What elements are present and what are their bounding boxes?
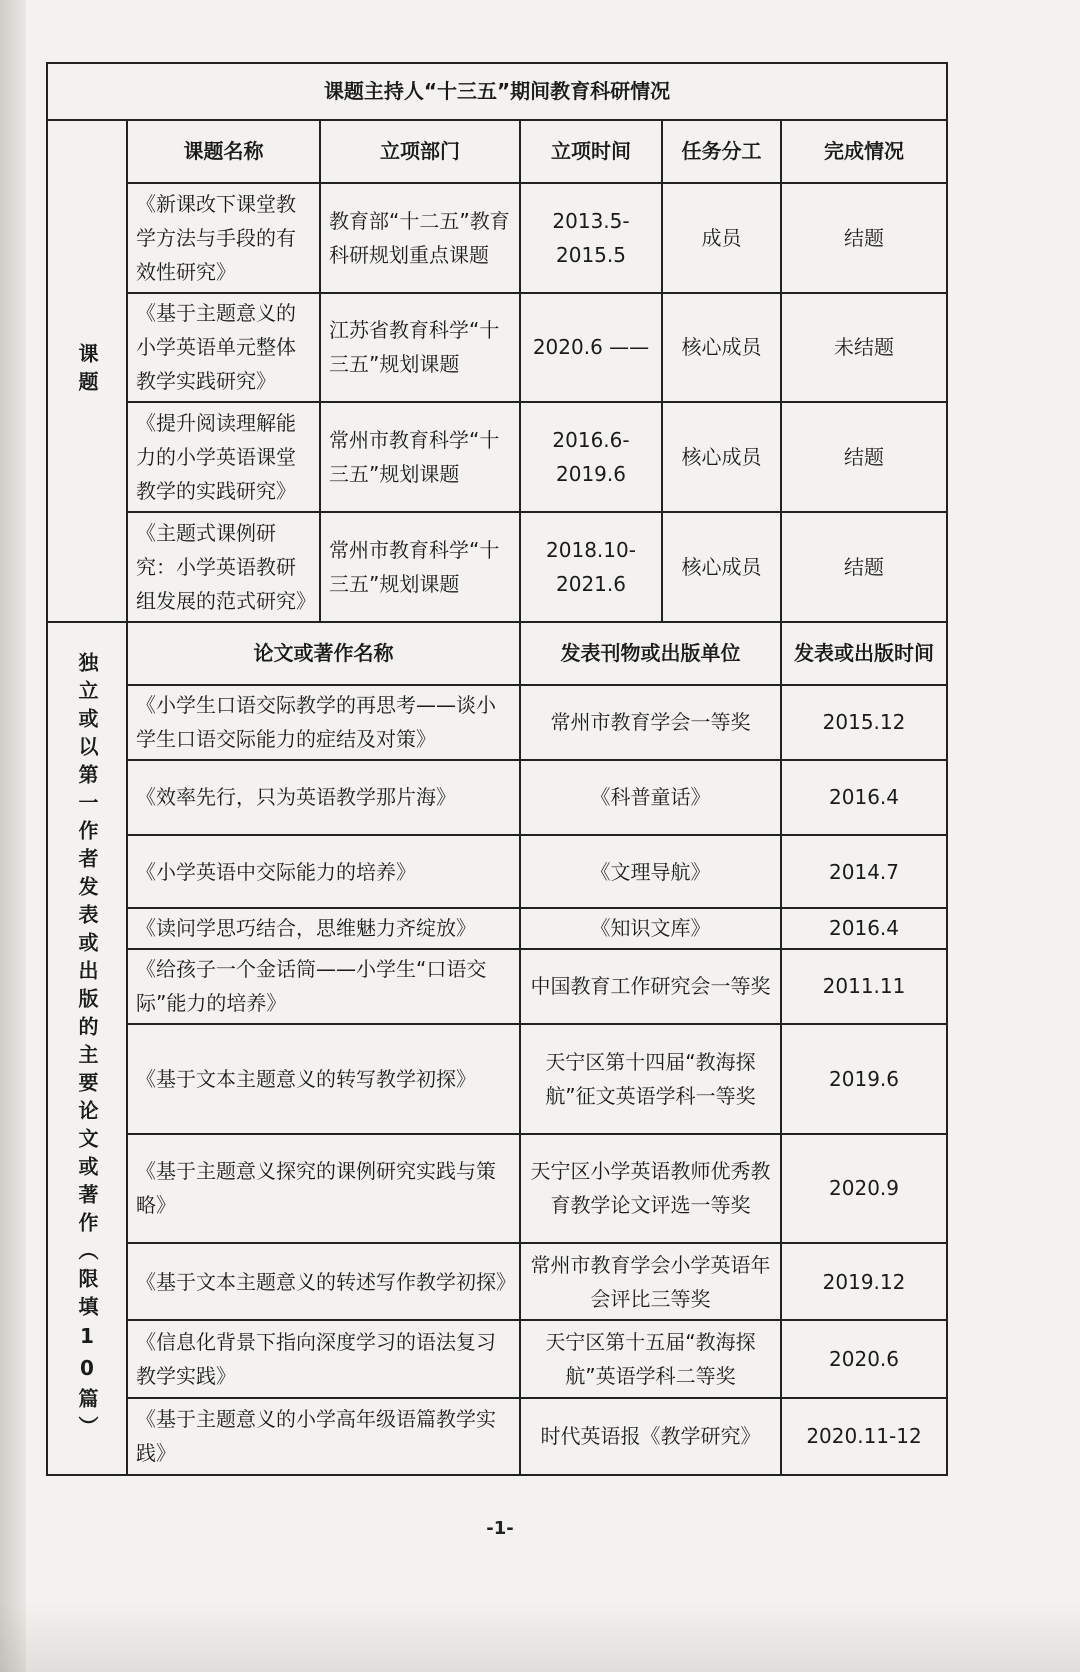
paper-date: 2020.9: [781, 1134, 947, 1244]
project-name: 《新课改下课堂教学方法与手段的有效性研究》: [127, 183, 320, 293]
paper-publisher: 天宁区小学英语教师优秀教育教学论文评选一等奖: [520, 1134, 781, 1244]
table-row: [47, 835, 947, 908]
page-shadow-edge: [0, 0, 26, 1672]
papers-header-row: [47, 622, 947, 685]
project-status: 结题: [781, 512, 947, 622]
project-time: 2018.10-2021.6: [520, 512, 662, 622]
paper-publisher: 《文理导航》: [520, 835, 781, 908]
project-status: 结题: [781, 402, 947, 512]
header-project-name: 课题名称: [127, 120, 320, 183]
paper-date: 2016.4: [781, 760, 947, 835]
project-dept: 常州市教育科学“十三五”规划课题: [320, 402, 520, 512]
table-row: [47, 1398, 947, 1475]
title-row: [47, 63, 947, 120]
project-status: 未结题: [781, 293, 947, 403]
table-row: [47, 1024, 947, 1134]
paper-publisher: 常州市教育学会一等奖: [520, 685, 781, 760]
table-row: [47, 685, 947, 760]
table-row: [47, 949, 947, 1024]
research-table: [46, 62, 948, 1476]
project-name: 《提升阅读理解能力的小学英语课堂教学的实践研究》: [127, 402, 320, 512]
paper-publisher: 中国教育工作研究会一等奖: [520, 949, 781, 1024]
paper-name: 《小学英语中交际能力的培养》: [127, 835, 520, 908]
paper-date: 2015.12: [781, 685, 947, 760]
header-paper-name: 论文或著作名称: [127, 622, 520, 685]
paper-publisher: 《科普童话》: [520, 760, 781, 835]
paper-publisher: 时代英语报《教学研究》: [520, 1398, 781, 1475]
page-bottom-shading: [0, 1602, 1080, 1672]
paper-date: 2016.4: [781, 908, 947, 949]
project-time: 2013.5-2015.5: [520, 183, 662, 293]
table-row: [47, 512, 947, 622]
project-name: 《主题式课例研究：小学英语教研组发展的范式研究》: [127, 512, 320, 622]
paper-name: 《基于文本主题意义的转述写作教学初探》: [127, 1243, 520, 1320]
table-row: [47, 183, 947, 293]
project-dept: 江苏省教育科学“十三五”规划课题: [320, 293, 520, 403]
header-time: 立项时间: [520, 120, 662, 183]
project-time: 2020.6 ——: [520, 293, 662, 403]
paper-date: 2019.6: [781, 1024, 947, 1134]
table-row: [47, 760, 947, 835]
project-status: 结题: [781, 183, 947, 293]
table-row: [47, 1134, 947, 1244]
paper-name: 《小学生口语交际教学的再思考——谈小学生口语交际能力的症结及对策》: [127, 685, 520, 760]
header-status: 完成情况: [781, 120, 947, 183]
project-role: 核心成员: [662, 402, 781, 512]
table-row: [47, 402, 947, 512]
project-dept: 常州市教育科学“十三五”规划课题: [320, 512, 520, 622]
paper-date: 2020.6: [781, 1320, 947, 1397]
projects-section-label: 课题: [47, 120, 127, 622]
paper-name: 《基于主题意义探究的课例研究实践与策略》: [127, 1134, 520, 1244]
paper-publisher: 常州市教育学会小学英语年会评比三等奖: [520, 1243, 781, 1320]
paper-name: 《给孩子一个金话筒——小学生“口语交际”能力的培养》: [127, 949, 520, 1024]
paper-date: 2019.12: [781, 1243, 947, 1320]
paper-publisher: 《知识文库》: [520, 908, 781, 949]
table-row: [47, 293, 947, 403]
projects-header-row: [47, 120, 947, 183]
project-role: 核心成员: [662, 512, 781, 622]
paper-name: 《读问学思巧结合，思维魅力齐绽放》: [127, 908, 520, 949]
paper-name: 《效率先行，只为英语教学那片海》: [127, 760, 520, 835]
paper-publisher: 天宁区第十四届“教海探航”征文英语学科一等奖: [520, 1024, 781, 1134]
paper-name: 《基于主题意义的小学高年级语篇教学实践》: [127, 1398, 520, 1475]
project-role: 成员: [662, 183, 781, 293]
project-name: 《基于主题意义的小学英语单元整体教学实践研究》: [127, 293, 320, 403]
table-row: [47, 1320, 947, 1397]
paper-date: 2011.11: [781, 949, 947, 1024]
papers-section-label: 独立或以第一作者发表或出版的主要论文或著作（限填10篇）: [47, 622, 127, 1475]
project-dept: 教育部“十二五”教育科研规划重点课题: [320, 183, 520, 293]
table-row: [47, 908, 947, 949]
table-row: [47, 1243, 947, 1320]
paper-name: 《信息化背景下指向深度学习的语法复习教学实践》: [127, 1320, 520, 1397]
header-dept: 立项部门: [320, 120, 520, 183]
header-role: 任务分工: [662, 120, 781, 183]
paper-publisher: 天宁区第十五届“教海探航”英语学科二等奖: [520, 1320, 781, 1397]
paper-name: 《基于文本主题意义的转写教学初探》: [127, 1024, 520, 1134]
paper-date: 2020.11-12: [781, 1398, 947, 1475]
project-time: 2016.6-2019.6: [520, 402, 662, 512]
page-number: -1-: [486, 1518, 514, 1539]
header-date: 发表或出版时间: [781, 622, 947, 685]
project-role: 核心成员: [662, 293, 781, 403]
header-publisher: 发表刊物或出版单位: [520, 622, 781, 685]
paper-date: 2014.7: [781, 835, 947, 908]
table-title: 课题主持人“十三五”期间教育科研情况: [47, 63, 947, 120]
